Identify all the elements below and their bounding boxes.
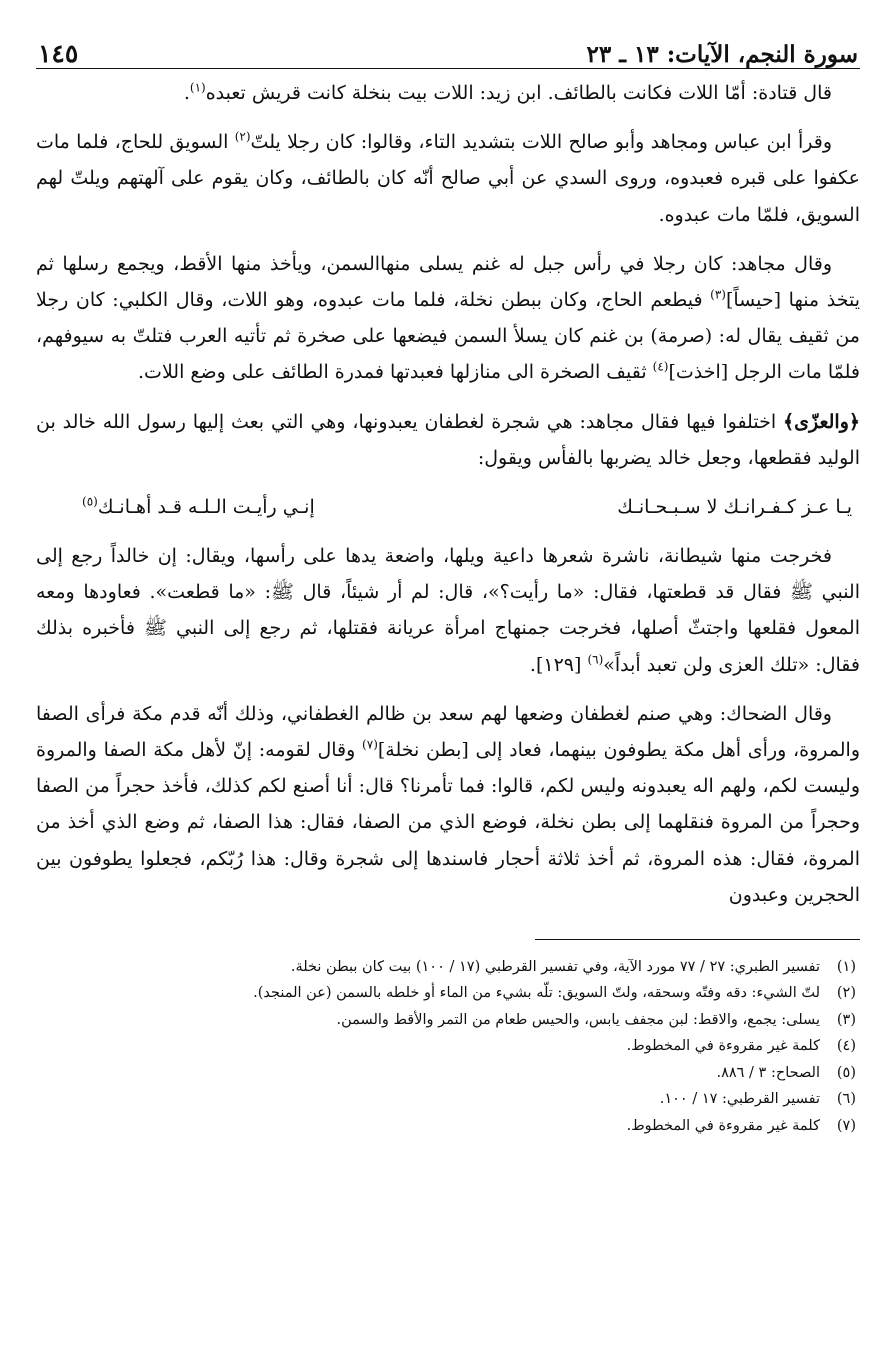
running-header [36,28,860,69]
paragraph-text: السويق للحاج، فلما مات عكفوا على قبره فعبدوه، وروى السدي عن أبي صالح أنّه كان بالطائف، وكان يقوم على آلهتهم ويلتّ لهم السويق، فلمّا مات عبدوه. [36,131,860,226]
paragraph-mujahid [36,246,860,391]
footnote-number: (٢) [836,985,856,1002]
paragraph-text: اختلفوا فيها فقال مجاهد: هي شجرة لغطفان يعبدونها، وهي التي بعث إليها رسول الله خالد بن الوليد فقطعها، وجعل خالد يضربها بالفأس ويقول: [36,410,860,469]
surah-title: سورة النجم، الآيات: ١٣ ـ ٢٣ [586,41,858,68]
footnote-number: (٥) [836,1064,856,1081]
footnote-text: كلمة غير مقروءة في المخطوط. [626,1117,820,1134]
footnote-ref: (٤) [652,360,669,375]
paragraph-text: وقرأ ابن عباس ومجاهد وأبو صالح اللات بتشديد التاء، وقالوا: كان رجلا يلتّ [250,131,832,154]
quran-word: ﴿والعزّى﴾ [782,410,860,433]
footnote-item [36,954,860,980]
footnote-ref: (٣) [710,287,726,302]
footnote-text: تفسير الطبري: ٢٧ / ٧٧ مورد الآية، وفي تفسير القرطبي (١٧ / ١٠٠) بيت كان ببطن نخلة. [290,959,820,976]
footnote-text: لتّ الشيء: دقه وفتّه وسحقه، ولتّ السويق: تلّه بشيء من الماء أو خلطه بالسمن (عن المنجد). [253,985,820,1002]
footnote-item [36,1007,860,1033]
footnote-item [36,1060,860,1086]
footnote-number: (٦) [836,1091,856,1108]
footnote-ref: (٥) [82,494,98,509]
footnote-number: (٣) [836,1011,856,1028]
paragraph-text: وقال الضحاك: وهي صنم لغطفان وضعها لهم سعد بن ظالم الغطفاني، وذلك أنّه قدم مكة فرأى الصفا والمروة، ورأى أهل مكة يطوفون بينهما، فعاد إلى [بطن نخلة] [36,702,860,762]
verse-second-hemistich-wrap [82,489,315,525]
paragraph-text: وقال لقومه: إنّ لأهل مكة الصفا والمروة وليست لكم، ولهم اله يعبدونه وليس لكم، قالوا: فما تأمرنا؟ قال: أنا أصنع لكم كذلك، فأخذ حجراً من الصفا وحجراً من المروة فنقلهما إلى بطن نخلة، فوضع الذي من الصفا، فقال: هذا الصفا، ثم وضع الذي أخذ من المروة، فقال: هذه المروة، ثم أخذ ثلاثة أحجار فاسندها إلى شجرة وقال: هذا رُبّكم، فجعلوا يطوفون بين الحجرين وعبدون [36,739,860,906]
footnote-item [36,980,860,1006]
paragraph-text: وقال مجاهد: كان رجلا في رأس جبل له غنم يسلى منهاالسمن، ويأخذ منها الأقط، ويجمع رسلها ثم يتخذ منها [حيساً] [36,252,860,312]
footnote-number: (٤) [836,1038,856,1055]
footnote-text: يسلى: يجمع، والاقط: لبن مجفف يابس، والحيس طعام من التمر والأقط والسمن. [336,1011,820,1028]
footnote-number: (٧) [836,1117,856,1134]
paragraph-text: قال قتادة: أمّا اللات فكانت بالطائف. ابن زيد: اللات بيت بنخلة كانت قريش تعبده [205,82,832,104]
paragraph-shaytana [36,538,860,683]
footnote-ref: (١) [189,80,206,95]
footnote-item [36,1086,860,1112]
footnote-separator [535,939,860,940]
paragraph-dahhak [36,696,860,913]
page-number: ١٤٥ [38,39,79,68]
paragraph-tail: . [183,82,190,104]
footnote-ref: (٢) [234,129,251,144]
paragraph-al-uzza [36,404,860,476]
verse-second-hemistich: إنـي رأيـت الـلـه قـد أهـانـك [97,496,315,519]
paragraph-text: فخرجت منها شيطانة، ناشرة شعرها داعية ويلها، واضعة يدها على رأسها، ويقال: إن خالداً رجع إلى النبي ﷺ فقال قد قطعتها، فقال: «ما رأيت؟»، قال: لم أر شيئاً، قال ﷺ: «ما قطعت». فعاودها ومعه المعول فقلعها واجتثّ أصلها، فخرجت جمنهاج امرأة عريانة فقتلها، ثم رجع إلى النبي ﷺ فأخبره بذلك فقال: «تلك العزى ولن تعبد أبداً» [36,545,860,676]
poetry-verse [36,489,860,525]
footnote-text: تفسير القرطبي: ١٧ / ١٠٠. [659,1091,820,1108]
footnote-item [36,1113,860,1139]
footnotes [36,954,860,1139]
paragraph-qatada [36,75,860,111]
footnote-number: (١) [836,959,856,976]
footnote-text: كلمة غير مقروءة في المخطوط. [626,1038,820,1055]
footnote-text: الصحاح: ٣ / ٨٨٦. [716,1064,820,1081]
paragraph-text: فيطعم الحاج، وكان ببطن نخلة، فلما مات عبدوه، وهو اللات، وقال الكلبي: كان رجلا من ثقيف يقال له: (صرمة) بن غنم كان يسلأ السمن فيضعها على صخرة ثم تأتيه العرب فتلتّ به سيوفهم، فلمّا مات الرجل [اخذت] [36,289,860,384]
main-text [36,75,860,913]
book-page [36,28,860,1348]
paragraph-text: ثقيف الصخرة الى منازلها فعبدتها فمدرة الطائف على وضع اللات. [138,361,653,384]
footnote-ref: (٧) [362,737,378,752]
footnote-item [36,1033,860,1059]
footnote-ref: (٦) [587,652,604,667]
paragraph-ibn-abbas [36,124,860,233]
verse-first-hemistich: يـا عـز كـفـرانـك لا سـبـحـانـك [617,496,852,519]
paragraph-text: [١٢٩]. [529,653,588,676]
